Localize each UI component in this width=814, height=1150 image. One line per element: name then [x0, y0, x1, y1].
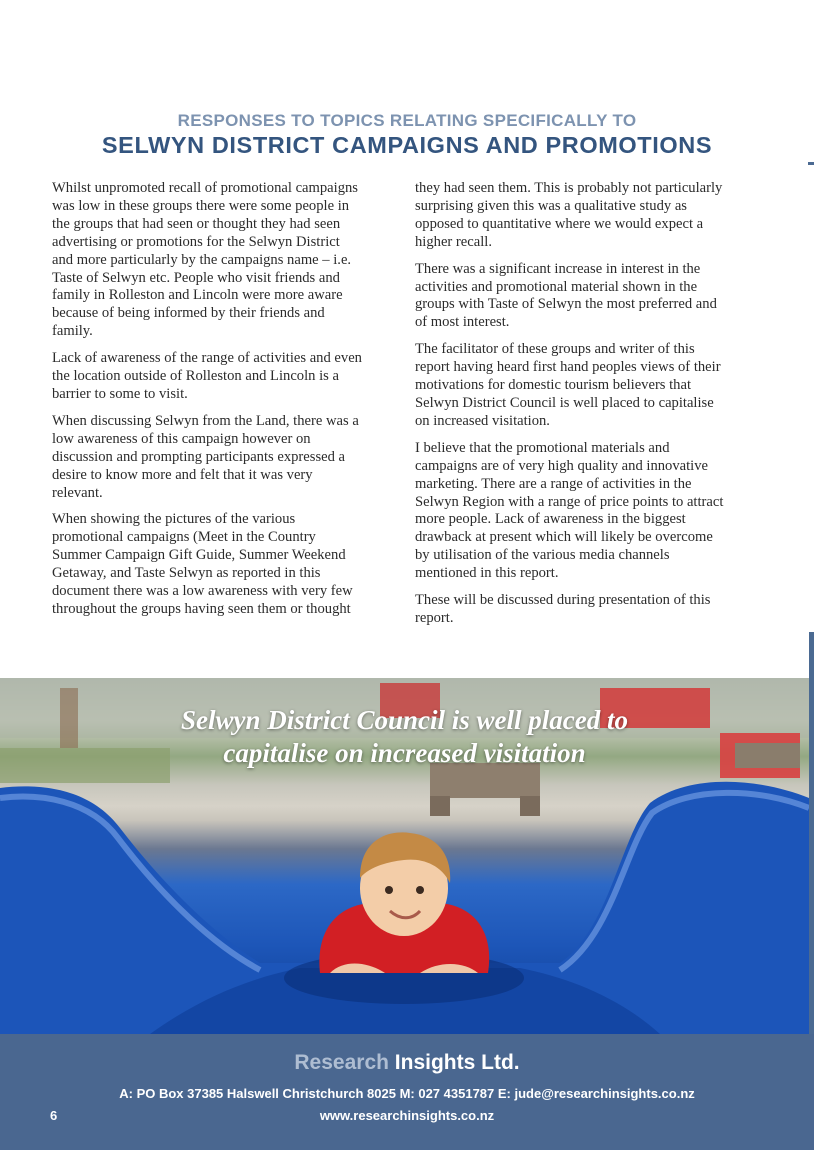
body-paragraph: Lack of awareness of the range of activities and even the location outside of Rolleston and Lincoln is a barrier to some to visit.	[52, 350, 362, 402]
right-column	[415, 180, 727, 637]
child-on-slide-photo	[0, 678, 809, 1034]
page-title: SELWYN DISTRICT CAMPAIGNS AND PROMOTIONS	[101, 132, 713, 158]
body-paragraph: The facilitator of these groups and writer of this report having heard first hand peoples views of their motivations for domestic tourism believers that Selwyn District Council is well placed to capitalise on increased visitation.	[415, 341, 721, 429]
body-paragraph: Whilst unpromoted recall of promotional campaigns was low in these groups there were some people in the groups that had seen or thought they had seen advertising or promotions for the Selwyn District and more particularly by the campaigns name – i.e. Taste of Selwyn etc. People who visit friends and family in Rolleston and Lincoln were more aware because of being informed by their friends and family.	[52, 180, 358, 340]
website-link[interactable]: www.researchinsights.co.nz	[319, 1108, 495, 1123]
body-paragraph: I believe that the promotional materials and campaigns are of very high quality and innovative marketing. There are a range of activities in the Selwyn Region with a range of price points to attract more people. Lack of awareness in the biggest drawback at present which will likely be overcome by utilisation of the various media channels mentioned in this report.	[415, 439, 724, 582]
company-name-part: Research	[294, 1051, 389, 1074]
page-header	[0, 110, 814, 158]
margin-accent-bar	[809, 632, 814, 1036]
page-subtitle: RESPONSES TO TOPICS RELATING SPECIFICALLY TO	[177, 111, 637, 130]
body-paragraph: When showing the pictures of the various promotional campaigns (Meet in the Country Summer Campaign Gift Guide, Summer Weekend Getaway, and Taste Selwyn as reported in this document there was a low awareness with very few throughout the groups having seen them or thought	[52, 511, 353, 617]
contact-details: A: PO Box 37385 Halswell Christchurch 8025 M: 027 4351787 E: jude@researchinsights.co.nz	[119, 1086, 695, 1101]
left-column	[52, 180, 364, 628]
photo-caption-line: Selwyn District Council is well placed to	[180, 705, 629, 735]
company-name	[0, 1051, 814, 1075]
body-paragraph: These will be discussed during presentation of this report.	[415, 592, 711, 626]
body-paragraph: they had seen them. This is probably not particularly surprising given this was a qualitative study as opposed to quantitative where we would expect a higher recall.	[415, 180, 723, 250]
photo-caption	[0, 704, 809, 770]
margin-accent-tick	[808, 162, 814, 165]
body-paragraph: There was a significant increase in interest in the activities and promotional material shown in the groups with Taste of Selwyn the most preferred and of most interest.	[415, 260, 717, 331]
body-paragraph: When discussing Selwyn from the Land, there was a low awareness of this campaign however on discussion and prompting participants expressed a desire to know more and felt that it was very relevant.	[52, 412, 359, 501]
photo-caption-line: capitalise on increased visitation	[223, 738, 586, 768]
company-name-part: Insights Ltd.	[388, 1051, 520, 1074]
page-number: 6	[50, 1108, 58, 1123]
page-footer	[0, 1034, 814, 1150]
